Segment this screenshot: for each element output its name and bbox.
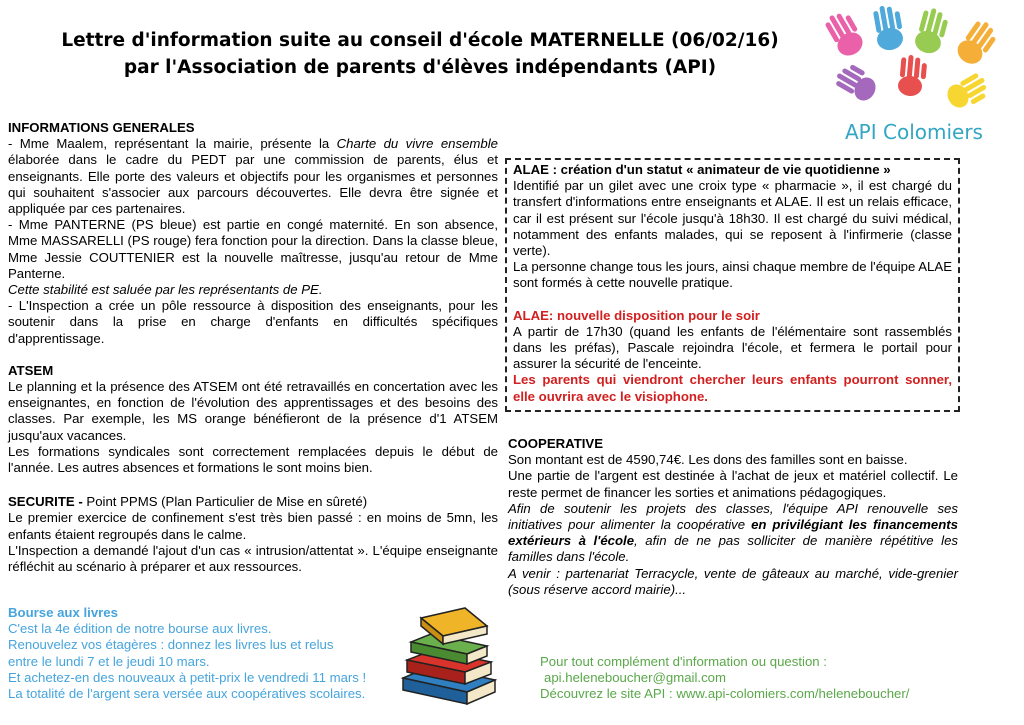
- bourse-line: entre le lundi 7 et le jeudi 10 mars.: [8, 653, 210, 669]
- title-line-1: Lettre d'information suite au conseil d'école MATERNELLE (06/02/16): [61, 30, 779, 51]
- alae-heading: ALAE : création d'un statut « animateur de vie quotidienne »: [513, 162, 891, 177]
- cooperative-paragraph-1: Son montant est de 4590,74€. Les dons des familles sont en baisse.: [508, 452, 908, 468]
- bourse-line: La totalité de l'argent sera versée aux coopératives scolaires.: [8, 686, 366, 702]
- alae-box: [505, 158, 960, 412]
- cooperative-heading: COOPERATIVE: [508, 436, 604, 451]
- bourse-heading: Bourse aux livres: [8, 605, 118, 620]
- cooperative-paragraph-2: Une partie de l'argent est destinée à l'achat de jeux et matériel collectif. Le reste permet de financer les sorties et animations pédagogiques.: [508, 468, 958, 500]
- alae-heading-2: ALAE: nouvelle disposition pour le soir: [513, 307, 760, 323]
- atsem-paragraph-1: Le planning et la présence des ATSEM ont été retravaillés en concertation avec les enseignantes, en fonction de l'évolution des apprentissages et des besoins des classes. Par exemple, les MS orange bénéfieront de la présence d'1 ATSEM jusqu'aux vacances.: [8, 379, 498, 443]
- footer-contact: [540, 654, 909, 703]
- infos-paragraph-3: Cette stabilité est saluée par les représentants de PE.: [8, 282, 323, 298]
- infos-heading: INFORMATIONS GENERALES: [8, 120, 195, 135]
- alae-paragraph-1: Identifié par un gilet avec une croix type « pharmacie », il est chargé du transfert d'informations entre enseignants et ALAE. Il est un relais efficace, car il est présent sur l'école jusqu'à 18h30. Il est chargé du suivi médical, notamment des enfants malades, qui se reposent à l'infirmerie (classe verte).: [513, 178, 952, 259]
- bourse-line: C'est la 4e édition de notre bourse aux livres.: [8, 621, 272, 637]
- title-line-2: par l'Association de parents d'élèves indépendants (API): [123, 57, 717, 78]
- infos-paragraph-4: - L'Inspection a crée un pôle ressource à disposition des enseignants, pour les soutenir dans la prise en charge d'enfants en difficultés spécifiques d'apprentissage.: [8, 298, 498, 346]
- alae-paragraph-3: A partir de 17h30 (quand les enfants de l'élémentaire sont rassemblés dans les préfas), Pascale rejoindra l'école, et fermera le portail pour assurer la sécurité de l'enceinte.: [513, 323, 952, 372]
- infos-paragraph-2: - Mme PANTERNE (PS bleue) est partie en congé maternité. En son absence, Mme MASSARELLI (PS rouge) fera fonction pour la direction. Dans la classe bleue, Mme Jessie COUTTENIER est la nouvelle maîtresse, jusqu'au retour de Mme Panterne.: [8, 217, 498, 281]
- securite-heading: SECURITE - Point PPMS (Plan Particulier de Mise en sûreté): [8, 494, 368, 510]
- atsem-heading: ATSEM: [8, 362, 54, 378]
- bourse-section: [8, 605, 408, 702]
- infos-paragraph-1: - Mme Maalem, représentant la mairie, présente la Charte du vivre ensemble élaborée dans le cadre du PEDT par une commission de parents, élus et enseignants. Elle porte des valeurs et objectifs pour les organismes et personnes qui souhaitent s'associer aux parcours découvertes. Elle devra être signée et appliquée par ces partenaires.: [8, 136, 499, 217]
- securite-paragraph-1: Le premier exercice de confinement s'est très bien passé : en moins de 5mn, les enfants étaient regroupés dans le calme.: [8, 510, 498, 542]
- atsem-paragraph-2: Les formations syndicales sont correctement remplacées depuis le début de l'année. Les autres absences et formations le sont moins bien.: [8, 443, 498, 476]
- cooperative-section: [508, 436, 958, 598]
- footer-line-1: Pour tout complément d'information ou question :: [540, 654, 827, 669]
- footer-site-link[interactable]: Découvrez le site API : www.api-colomiers.com/heleneboucher/: [540, 686, 910, 702]
- left-column: [8, 120, 498, 575]
- bourse-line: Renouvelez vos étagères : donnez les livres lus et relus: [8, 637, 334, 653]
- securite-paragraph-2: L'Inspection a demandé l'ajout d'un cas « intrusion/attentat ». L'équipe enseignante réfléchit au scénario à préparer et aux ressources.: [8, 542, 498, 575]
- footer-email-link[interactable]: api.heleneboucher@gmail.com: [544, 670, 726, 686]
- alae-paragraph-4: Les parents qui viendront chercher leurs enfants pourront sonner, elle ouvrira avec le visiophone.: [513, 372, 952, 404]
- bourse-line: Et achetez-en des nouveaux à petit-prix le vendredi 11 mars !: [8, 669, 367, 685]
- alae-paragraph-2: La personne change tous les jours, ainsi chaque membre de l'équipe ALAE sont formés à cette nouvelle pratique.: [513, 259, 952, 291]
- cooperative-paragraph-4: A venir : partenariat Terracycle, vente de gâteaux au marché, vide-grenier (sous réserve accord mairie)...: [508, 565, 958, 597]
- books-stack-icon: [395, 600, 505, 710]
- logo-text: API Colomiers: [845, 120, 983, 144]
- cooperative-paragraph-3: Afin de soutenir les projets des classes, l'équipe API renouvelle ses initiatives pour alimenter la coopérative en privilégiant les financements extérieurs à l'école, afin de ne pas solliciter de manière répétitive les familles dans l'école.: [508, 500, 959, 565]
